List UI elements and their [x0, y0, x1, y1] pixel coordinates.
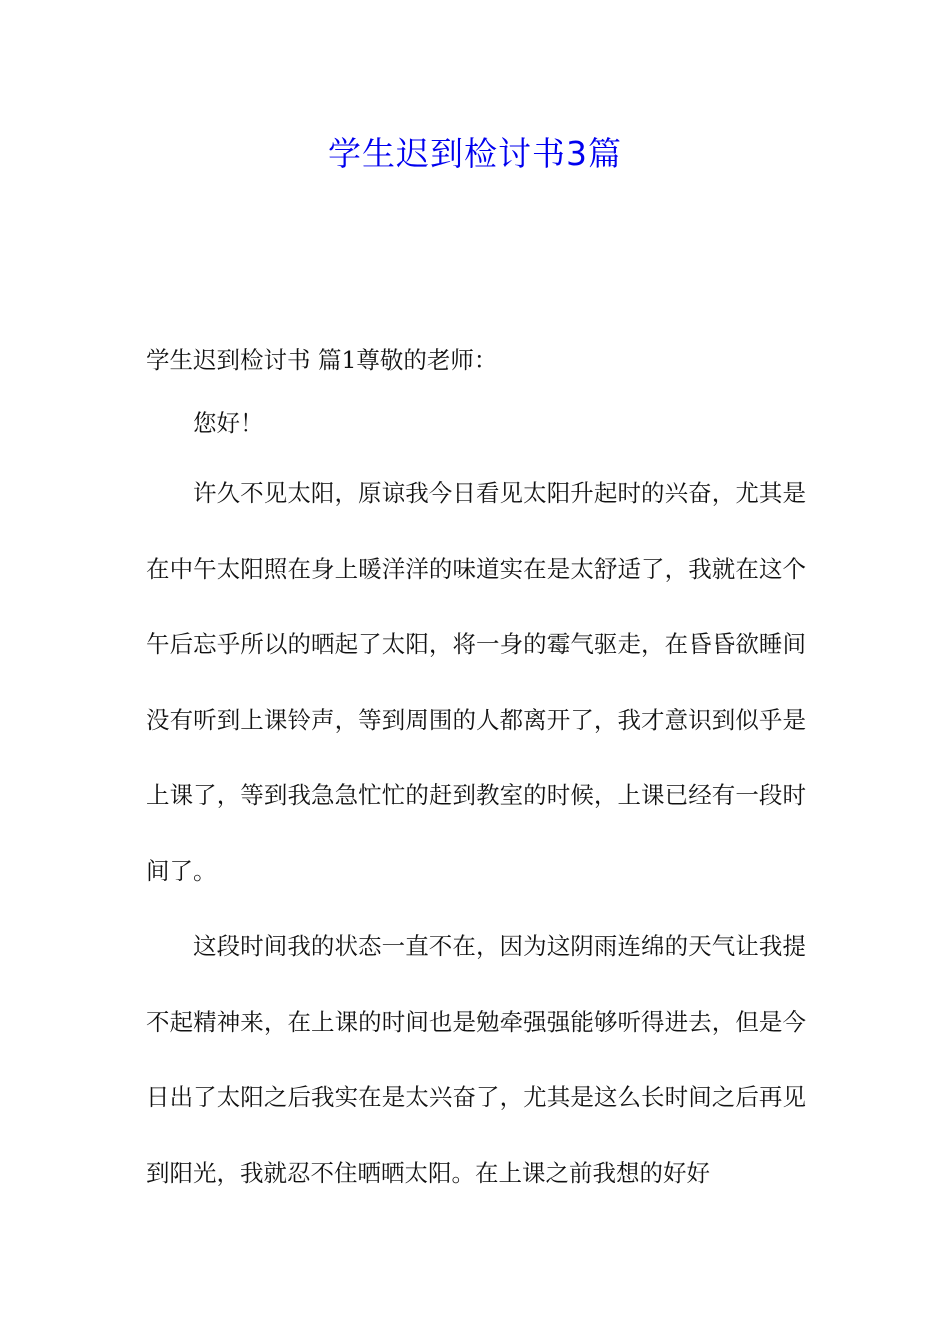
paragraph-1: 许久不见太阳，原谅我今日看见太阳升起时的兴奋，尤其是在中午太阳照在身上暖洋洋的味道实在是太舒适了，我就在这个午后忘乎所以的晒起了太阳，将一身的霉气驱走，在昏昏欲睡间没有听到上课铃声，等到周围的人都离开了，我才意识到似乎是上课了，等到我急急忙忙的赶到教室的时候，上课已经有一段时间了。 — [146, 479, 806, 885]
document-body — [146, 330, 806, 1211]
paragraph-2: 这段时间我的状态一直不在，因为这阴雨连绵的天气让我提不起精神来，在上课的时间也是勉牵强强能够听得进去，但是今日出了太阳之后我实在是太兴奋了，尤其是这么长时间之后再见到阳光，我就忍不住晒晒太阳。在上课之前我想的好好 — [146, 932, 806, 1187]
greeting: 您好！ — [193, 409, 264, 437]
section-heading: 学生迟到检讨书 篇1尊敬的老师： — [146, 346, 498, 374]
document-title: 学生迟到检讨书3篇 — [328, 134, 622, 173]
